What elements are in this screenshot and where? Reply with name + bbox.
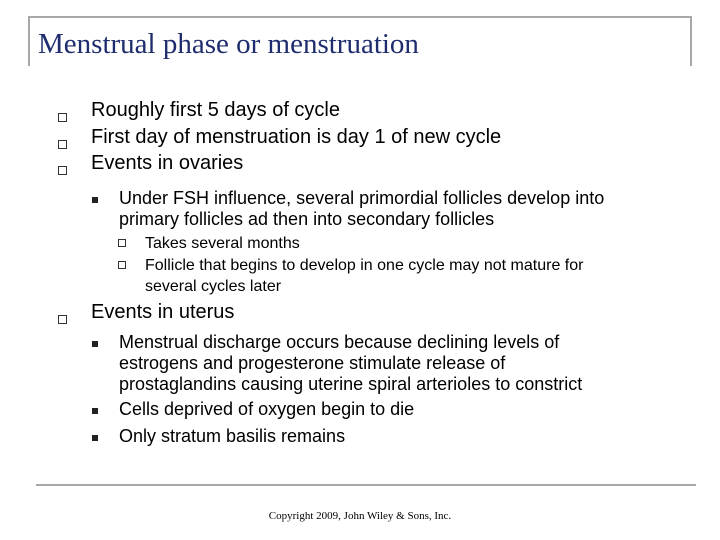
square-bullet-icon [92,197,98,203]
box-bullet-icon [58,166,67,175]
square-bullet-icon [92,435,98,441]
sub-bullet-text-line1: Under FSH influence, several primordial follicles develop into [119,188,605,208]
slide-title: Menstrual phase or menstruation [38,28,419,60]
frame-left-line [28,16,30,66]
sub-bullet-text-line3: prostaglandins causing uterine spiral arterioles to constrict [119,374,583,394]
box-bullet-icon [58,113,67,122]
sub-sub-bullet-text: Takes several months [145,235,300,252]
square-bullet-icon [92,341,98,347]
frame-right-line [690,16,692,66]
square-bullet-icon [92,408,98,414]
sub-sub-bullet-text-line1: Follicle that begins to develop in one cycle may not mature for [145,257,584,274]
frame-top-line [28,16,692,18]
copyright-footer: Copyright 2009, John Wiley & Sons, Inc. [268,510,452,522]
sub-bullet-text: Only stratum basilis remains [119,426,346,446]
box-bullet-icon [58,315,67,324]
bullet-text: Events in ovaries [91,152,244,174]
sub-bullet-text-line2: primary follicles ad then into secondary follicles [119,209,495,229]
box-bullet-icon [118,261,126,269]
sub-bullet-text: Cells deprived of oxygen begin to die [119,399,415,419]
bullet-text: First day of menstruation is day 1 of new cycle [91,126,502,148]
footer-divider [36,484,696,486]
box-bullet-icon [58,140,67,149]
box-bullet-icon [118,239,126,247]
sub-bullet-text-line2: estrogens and progesterone stimulate release of [119,353,506,373]
bullet-text: Roughly first 5 days of cycle [91,99,340,121]
sub-sub-bullet-text-line2: several cycles later [145,278,282,295]
sub-bullet-text-line1: Menstrual discharge occurs because declining levels of [119,332,560,352]
bullet-text: Events in uterus [91,301,235,323]
